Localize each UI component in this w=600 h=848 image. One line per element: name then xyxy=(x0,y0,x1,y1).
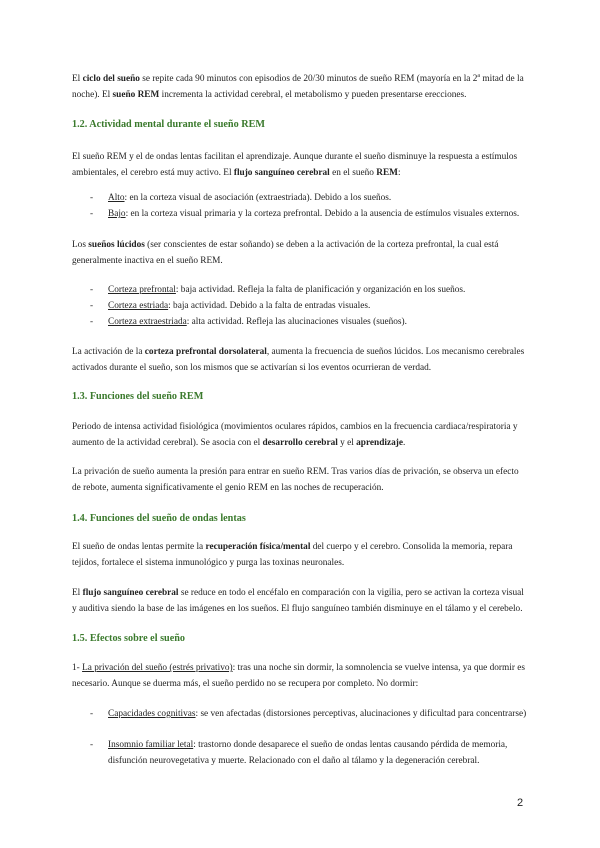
text-run: se reduce en todo el encéfalo en comparación con la vigilia, pero se activan la corteza visual y auditiva siendo la base de las imágenes en los sueños. El flujo sanguíneo también disminuye en el tálamo y el cerebelo. xyxy=(72,588,524,614)
list-dash: - xyxy=(90,740,94,750)
list-item xyxy=(90,707,528,723)
bold-term: flujo sanguíneo cerebral xyxy=(82,588,179,598)
underlined-term: La privación del sueño (estrés privativo) xyxy=(82,663,233,673)
text-run: (ser conscientes de estar soñando) se deben a la activación de la corteza prefrontal, la cual está generalmente inactiva en el sueño REM. xyxy=(72,240,499,266)
section-heading-1-5: 1.5. Efectos sobre el sueño xyxy=(72,633,185,644)
text-run: El sueño de ondas lentas permite la xyxy=(72,542,206,552)
list-dash: - xyxy=(90,301,94,311)
superscript: a xyxy=(477,72,481,79)
list-item-text: : se ven afectadas (distorsiones perceptivas, alucinaciones y dificultad para concentrarse) xyxy=(195,709,527,719)
text-run: en el sueño xyxy=(329,167,377,178)
text-run: El xyxy=(72,588,83,598)
paragraph-flujo-sanguineo xyxy=(72,586,528,618)
text-run: El xyxy=(72,74,83,84)
text-run: Los xyxy=(72,240,89,250)
text-run: , aumenta la frecuencia de sueños lúcidos. Los mecanismo cerebrales activados durante el sueño, son los mismos que se activarían si los eventos ocurrieran de verdad. xyxy=(72,347,525,373)
paragraph-ondas-lentas xyxy=(72,540,528,572)
list-item-text: : baja actividad. Debido a la falta de entradas visuales. xyxy=(168,301,371,311)
bold-term: sueño REM xyxy=(112,89,160,100)
section-heading-1-4: 1.4. Funciones del sueño de ondas lentas xyxy=(72,513,246,524)
underlined-term: Insomnio familiar letal xyxy=(108,740,194,750)
text-run: 1- xyxy=(72,663,83,673)
list-item xyxy=(90,315,528,331)
text-run: mitad de la noche). El xyxy=(72,74,524,100)
text-run: La activación de la xyxy=(72,347,145,357)
list-item xyxy=(90,299,528,315)
underlined-term: Corteza prefrontal xyxy=(108,285,176,295)
list-dash: - xyxy=(90,709,94,719)
list-dash: - xyxy=(90,317,94,327)
bold-term: ciclo del sueño xyxy=(82,74,140,84)
underlined-term: Capacidades cognitivas xyxy=(108,709,196,719)
paragraph-funciones-rem xyxy=(72,420,528,452)
section-heading-1-3: 1.3. Funciones del sueño REM xyxy=(72,391,204,402)
text-run: y el xyxy=(337,437,357,448)
paragraph-corteza-dorsolateral xyxy=(72,345,528,377)
text-run: incrementa la actividad cerebral, el metabolismo y pueden presentarse erecciones. xyxy=(159,89,467,100)
paragraph-privacion-sueno xyxy=(72,661,528,693)
text-run: : xyxy=(397,167,401,178)
underlined-term: Alto xyxy=(108,193,125,203)
list-item-text: : en la corteza visual de asociación (extraestriada). Debido a los sueños. xyxy=(124,193,392,203)
underlined-term: Bajo xyxy=(108,209,126,219)
bold-term: desarrollo cerebral xyxy=(262,437,338,448)
bold-term: REM xyxy=(376,167,398,178)
underlined-term: Corteza estriada xyxy=(108,301,169,311)
bold-term: aprendizaje xyxy=(356,437,403,448)
paragraph-ciclo-sueno xyxy=(72,72,528,104)
list-item xyxy=(90,283,528,299)
list-dash: - xyxy=(90,193,94,203)
text-run: . xyxy=(402,437,406,448)
bold-term: recuperación física/mental xyxy=(205,542,311,552)
section-heading-1-2: 1.2. Actividad mental durante el sueño REM xyxy=(72,119,265,130)
list-dash: - xyxy=(90,285,94,295)
list-item xyxy=(90,191,528,207)
paragraph-privacion-rem: La privación de sueño aumenta la presión para entrar en sueño REM. Tras varios días de privación, se observa un efecto de rebote, aumenta significativamente el genio REM en las noches de recuperación. xyxy=(72,467,519,493)
bold-term: corteza prefrontal dorsolateral xyxy=(144,347,267,357)
text-run: se repite cada 90 minutos con episodios de 20/30 minutos de sueño REM (mayoría en la 2 xyxy=(139,74,478,84)
list-item-text: : baja actividad. Refleja la falta de planificación y organización en los sueños. xyxy=(175,285,466,295)
list-item xyxy=(90,738,528,770)
list-item-text: : en la corteza visual primaria y la corteza prefrontal. Debido a la ausencia de estímulos visuales externos. xyxy=(125,209,520,219)
text-run: : tras una noche sin dormir, la somnolencia se vuelve intensa, ya que dormir es necesario. Aunque se duerma más, el sueño perdido no se recupera por completo. No dormir: xyxy=(72,663,525,689)
list-dash: - xyxy=(90,209,94,219)
text-run: El sueño REM y el de ondas lentas facilitan el aprendizaje. Aunque durante el sueño disminuye la respuesta a estímulos ambientales, el cerebro está muy activo. El xyxy=(72,152,518,178)
underlined-term: Corteza extraestriada xyxy=(108,317,187,327)
list-item-text: : trastorno donde desaparece el sueño de ondas lentas causando pérdida de memoria, disfunción neurovegetativa y muerte. Relacionado con el daño al tálamo y la degeneración cerebral. xyxy=(108,740,508,766)
bold-term: flujo sanguíneo cerebral xyxy=(233,167,330,178)
list-item xyxy=(90,207,528,223)
paragraph-sueno-rem xyxy=(72,150,528,182)
text-run: del cuerpo y el cerebro. Consolida la memoria, repara tejidos, fortalece el sistema inmunológico y purga las toxinas neuronales. xyxy=(72,542,513,568)
list-item-text: : alta actividad. Refleja las alucinaciones visuales (sueños). xyxy=(186,317,407,327)
bold-term: sueños lúcidos xyxy=(88,240,145,250)
page-number: 2 xyxy=(517,797,524,809)
text-run: Periodo de intensa actividad fisiológica (movimientos oculares rápidos, cambios en la frecuencia cardiaca/respiratoria y aumento de la actividad cerebral). Se asocia con el xyxy=(72,422,518,448)
paragraph-suenos-lucidos xyxy=(72,238,528,270)
